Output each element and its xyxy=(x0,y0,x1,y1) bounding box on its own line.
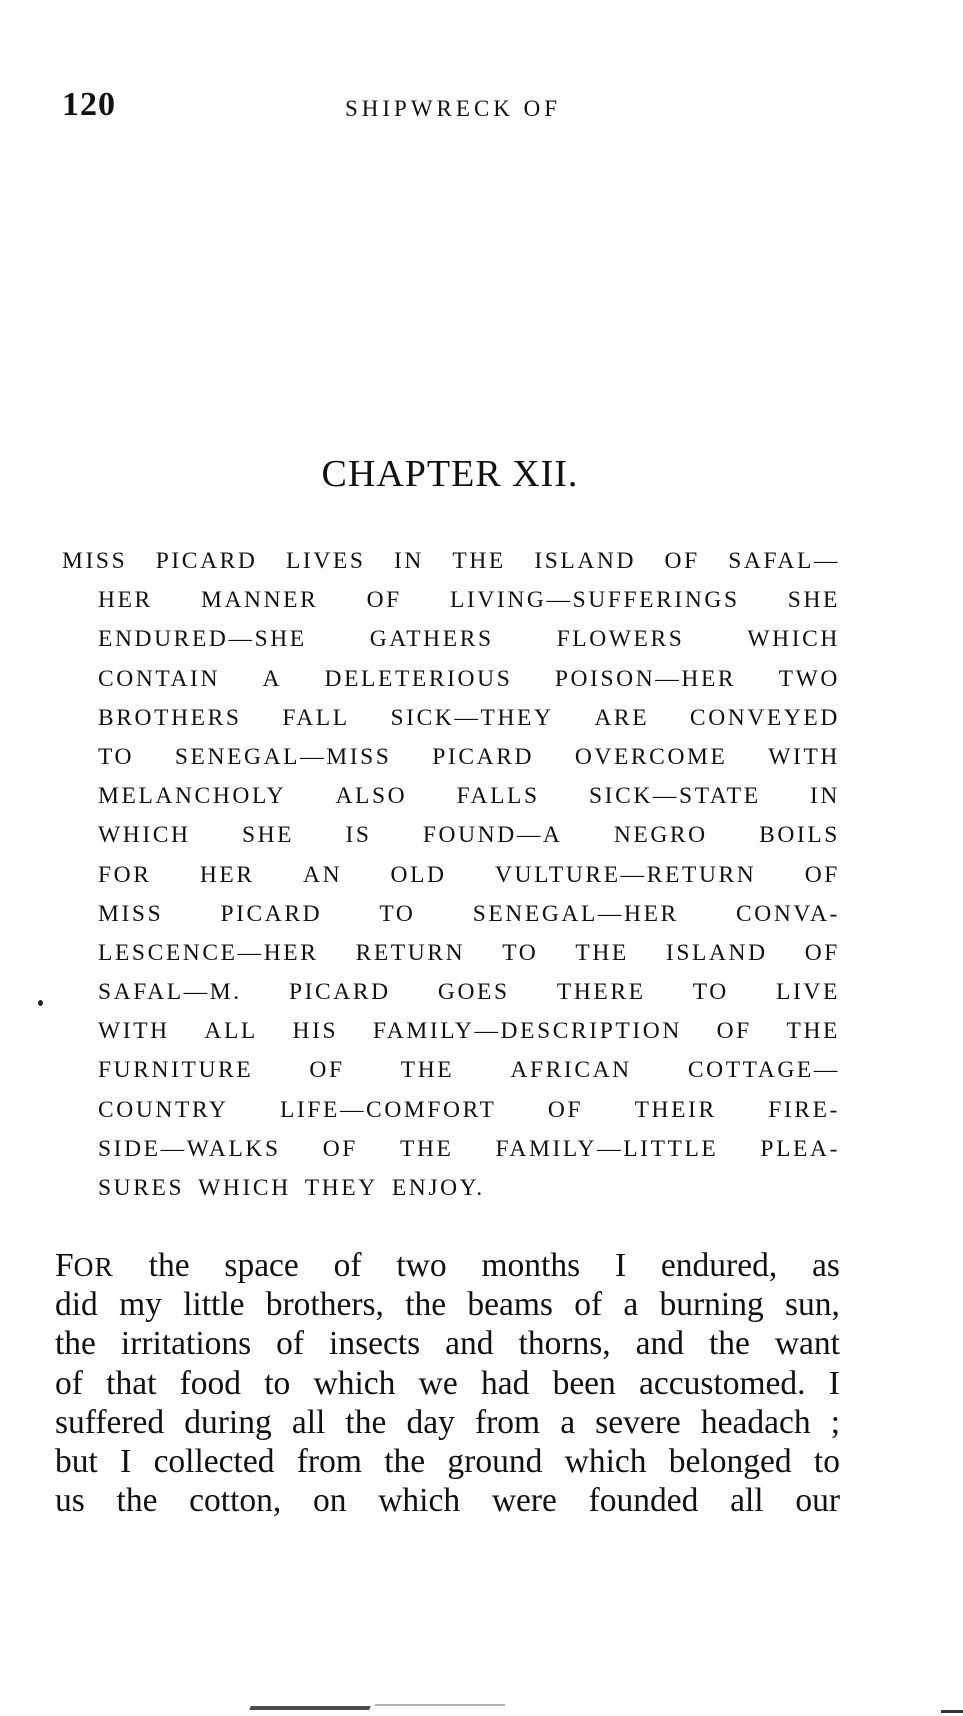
synopsis-word: GOES xyxy=(437,979,510,1006)
synopsis-word: HIS xyxy=(292,1018,339,1045)
synopsis-word: TO xyxy=(692,979,729,1006)
body-word: we xyxy=(418,1364,458,1402)
synopsis-line xyxy=(98,699,840,738)
synopsis-word: SICK—STATE xyxy=(588,783,761,810)
body-word: our xyxy=(795,1482,840,1520)
body-line xyxy=(55,1403,840,1442)
body-word: and xyxy=(445,1325,494,1363)
synopsis-word: PICARD xyxy=(288,979,391,1006)
body-word: which xyxy=(378,1482,461,1520)
synopsis-word: GATHERS xyxy=(369,626,494,653)
body-word: belonged xyxy=(668,1442,792,1480)
synopsis-word: IN xyxy=(809,783,840,810)
synopsis-word: WHICH xyxy=(98,822,191,849)
synopsis-word: ISLAND xyxy=(534,548,637,574)
body-word: which xyxy=(564,1442,647,1480)
synopsis-word: DELETERIOUS xyxy=(324,665,513,692)
synopsis-word: SENEGAL—MISS xyxy=(174,743,392,770)
synopsis-word: SHE xyxy=(241,822,295,849)
body-word: a xyxy=(560,1403,576,1441)
body-word: ground xyxy=(447,1442,543,1480)
body-word: ; xyxy=(830,1403,840,1441)
synopsis-word: COTTAGE— xyxy=(687,1057,840,1084)
synopsis-word: SHE xyxy=(787,587,840,614)
body-word: were xyxy=(491,1482,557,1520)
body-word: I xyxy=(614,1247,627,1284)
body-word: as xyxy=(812,1247,840,1284)
synopsis-word: THE xyxy=(400,1057,455,1084)
synopsis-word: LIVING—SUFFERINGS xyxy=(449,587,740,614)
synopsis-line xyxy=(98,1012,840,1051)
synopsis-word: THERE xyxy=(556,979,646,1006)
synopsis-line xyxy=(98,816,840,855)
synopsis-word: LIVES xyxy=(285,548,366,574)
body-word: months xyxy=(481,1247,581,1284)
synopsis-word: SICK—THEY xyxy=(390,704,554,731)
body-word: suffered xyxy=(55,1403,165,1441)
synopsis-word: THE xyxy=(399,1135,454,1162)
body-word: irritations xyxy=(120,1325,252,1363)
synopsis-word: LIVE xyxy=(776,979,840,1006)
synopsis-word: HER xyxy=(98,587,153,614)
body-word: founded xyxy=(588,1482,699,1520)
synopsis-line xyxy=(98,895,840,934)
synopsis-word: ENJOY. xyxy=(391,1175,485,1201)
synopsis-word: MISS xyxy=(62,548,128,574)
body-word: cotton, xyxy=(189,1482,282,1520)
synopsis-word: THE xyxy=(452,548,506,574)
synopsis-word: THEIR xyxy=(634,1096,717,1123)
body-word: the xyxy=(345,1403,387,1441)
synopsis-word: PICARD xyxy=(432,743,535,770)
synopsis-word: AFRICAN xyxy=(510,1057,632,1084)
body-word: a xyxy=(623,1286,639,1324)
synopsis-word: SAFAL— xyxy=(728,548,840,574)
synopsis-word: BOILS xyxy=(759,822,840,849)
synopsis-word: NEGRO xyxy=(613,822,708,849)
synopsis-word: OF xyxy=(804,861,840,888)
synopsis-word: OF xyxy=(322,1135,358,1162)
page-edge-mark xyxy=(941,1710,963,1713)
synopsis-word: CONTAIN xyxy=(98,665,221,692)
body-word: which xyxy=(313,1364,396,1402)
ink-smear xyxy=(375,1704,505,1706)
synopsis-word: IN xyxy=(393,548,424,574)
synopsis-word: OF xyxy=(804,939,840,966)
body-word: the xyxy=(384,1442,426,1480)
synopsis-word: FLOWERS xyxy=(556,626,685,653)
synopsis-word: PICARD xyxy=(155,548,258,574)
synopsis-word: THE xyxy=(575,939,629,966)
synopsis-word: SAFAL—M. xyxy=(98,979,242,1006)
body-word: of xyxy=(55,1364,83,1402)
body-word: to xyxy=(264,1364,291,1402)
body-word: food xyxy=(179,1364,242,1402)
synopsis-word: FAMILY—DESCRIPTION xyxy=(372,1018,682,1045)
synopsis-word: ALSO xyxy=(335,783,408,810)
body-word: burning xyxy=(659,1286,764,1324)
body-word: of xyxy=(276,1325,305,1363)
synopsis-word: FAMILY—LITTLE xyxy=(495,1135,719,1162)
body-line xyxy=(55,1442,840,1481)
body-word: I xyxy=(120,1442,132,1480)
running-head: SHIPWRECK OF xyxy=(345,96,562,121)
synopsis-word: WHICH xyxy=(747,626,840,653)
synopsis-word: MANNER xyxy=(200,587,319,614)
synopsis-word: FOUND—A xyxy=(422,822,563,849)
synopsis-word: RETURN xyxy=(355,939,466,966)
synopsis-word: SENEGAL—HER xyxy=(472,900,679,927)
synopsis-line xyxy=(98,973,840,1012)
synopsis-word: BROTHERS xyxy=(98,704,242,731)
body-word: I xyxy=(828,1364,840,1402)
synopsis-word: SIDE—WALKS xyxy=(98,1135,281,1162)
synopsis-word: THE xyxy=(786,1018,840,1045)
body-word: my xyxy=(119,1286,162,1324)
synopsis-word: MISS xyxy=(98,900,164,927)
body-word: headach xyxy=(700,1403,811,1441)
body-word: little xyxy=(183,1286,245,1324)
synopsis-word: HER xyxy=(199,861,255,888)
body-word: of xyxy=(333,1247,362,1284)
body-paragraph xyxy=(55,1246,840,1520)
synopsis-line xyxy=(98,1091,840,1130)
synopsis-word: TO xyxy=(98,743,135,770)
synopsis-word: OF xyxy=(716,1018,752,1045)
synopsis-word: ALL xyxy=(204,1018,258,1045)
synopsis-word: ENDURED—SHE xyxy=(98,626,307,653)
synopsis-word: OVERCOME xyxy=(574,743,728,770)
synopsis-line xyxy=(98,581,840,620)
opening-word: FOR xyxy=(55,1247,114,1284)
synopsis-line xyxy=(98,1169,840,1208)
body-word: space xyxy=(224,1247,299,1284)
ink-smear xyxy=(249,1706,370,1710)
synopsis-line xyxy=(98,856,840,895)
synopsis-word: OF xyxy=(547,1096,584,1123)
body-word: from xyxy=(296,1442,362,1480)
synopsis-word: OF xyxy=(664,548,700,574)
synopsis-line xyxy=(98,934,840,973)
body-word: two xyxy=(396,1247,447,1284)
body-word: the xyxy=(708,1325,750,1363)
synopsis-word: OLD xyxy=(390,861,447,888)
body-word: on xyxy=(313,1482,347,1520)
synopsis-line xyxy=(98,660,840,699)
synopsis-word: IS xyxy=(345,822,372,849)
body-word: severe xyxy=(595,1403,681,1441)
chapter-title: CHAPTER XII. xyxy=(321,453,579,495)
body-word: all xyxy=(730,1482,764,1520)
body-line xyxy=(55,1246,840,1285)
synopsis-word: TO xyxy=(502,939,539,966)
body-word: want xyxy=(774,1325,840,1363)
synopsis-word: ISLAND xyxy=(665,939,768,966)
body-word: brothers, xyxy=(265,1286,384,1324)
synopsis-word: OF xyxy=(309,1057,345,1084)
synopsis-word: SURES xyxy=(98,1175,185,1201)
synopsis-word: FOR xyxy=(98,861,152,888)
body-word: been xyxy=(552,1364,616,1402)
body-word: but xyxy=(55,1442,98,1480)
body-word: did xyxy=(55,1286,98,1324)
body-word: to xyxy=(813,1442,840,1480)
synopsis-line xyxy=(98,1130,840,1169)
synopsis-line xyxy=(98,738,840,777)
synopsis-word: LESCENCE—HER xyxy=(98,939,319,966)
synopsis-word: FIRE- xyxy=(768,1096,840,1123)
body-word: that xyxy=(106,1364,157,1402)
synopsis-word: LIFE—COMFORT xyxy=(279,1096,497,1123)
synopsis-word: MELANCHOLY xyxy=(98,783,287,810)
synopsis-word: ARE xyxy=(594,704,650,731)
synopsis-line xyxy=(98,1051,840,1090)
synopsis-word: CONVA- xyxy=(736,900,840,927)
body-word: accustomed. xyxy=(639,1364,806,1402)
synopsis-word: WITH xyxy=(98,1018,170,1045)
synopsis-word: COUNTRY xyxy=(98,1096,229,1123)
body-line xyxy=(55,1324,840,1363)
synopsis-line xyxy=(62,542,840,581)
body-word: beams xyxy=(467,1286,553,1324)
synopsis-word: FURNITURE xyxy=(98,1057,254,1084)
body-word: all xyxy=(291,1403,326,1441)
synopsis-word: A xyxy=(262,665,283,692)
body-word: insects xyxy=(329,1325,421,1363)
synopsis-word: FALL xyxy=(282,704,350,731)
synopsis-word: AN xyxy=(303,861,343,888)
body-word: us xyxy=(55,1482,85,1520)
synopsis-word: CONVEYED xyxy=(689,704,840,731)
body-word: the xyxy=(116,1482,158,1520)
synopsis-word: TO xyxy=(379,900,416,927)
body-word: endured, xyxy=(660,1247,778,1284)
chapter-synopsis xyxy=(62,542,840,1208)
body-word: from xyxy=(474,1403,541,1441)
body-word: sun, xyxy=(784,1286,840,1324)
body-word: had xyxy=(480,1364,530,1402)
body-word: day xyxy=(406,1403,455,1441)
body-word: collected xyxy=(153,1442,275,1480)
body-word: the xyxy=(148,1247,190,1284)
synopsis-word: VULTURE—RETURN xyxy=(494,861,757,888)
synopsis-word: OF xyxy=(366,587,402,614)
synopsis-word: POISON—HER xyxy=(554,665,737,692)
body-word: thorns, xyxy=(518,1325,611,1363)
body-line xyxy=(55,1481,840,1520)
body-line xyxy=(55,1285,840,1324)
body-word: the xyxy=(405,1286,447,1324)
synopsis-line xyxy=(98,777,840,816)
body-word: during xyxy=(184,1403,272,1441)
synopsis-word: FALLS xyxy=(456,783,540,810)
synopsis-word: PLEA- xyxy=(760,1135,840,1162)
synopsis-line xyxy=(98,620,840,659)
synopsis-word: TWO xyxy=(778,665,840,692)
synopsis-word: WHICH xyxy=(198,1175,291,1201)
body-word: and xyxy=(635,1325,684,1363)
ink-speck xyxy=(38,1000,43,1006)
synopsis-word: WITH xyxy=(768,743,840,770)
synopsis-word: PICARD xyxy=(220,900,323,927)
body-word: the xyxy=(55,1325,96,1363)
page-number: 120 xyxy=(62,86,116,123)
body-line xyxy=(55,1364,840,1403)
body-word: of xyxy=(574,1286,603,1324)
synopsis-word: THEY xyxy=(304,1175,378,1201)
